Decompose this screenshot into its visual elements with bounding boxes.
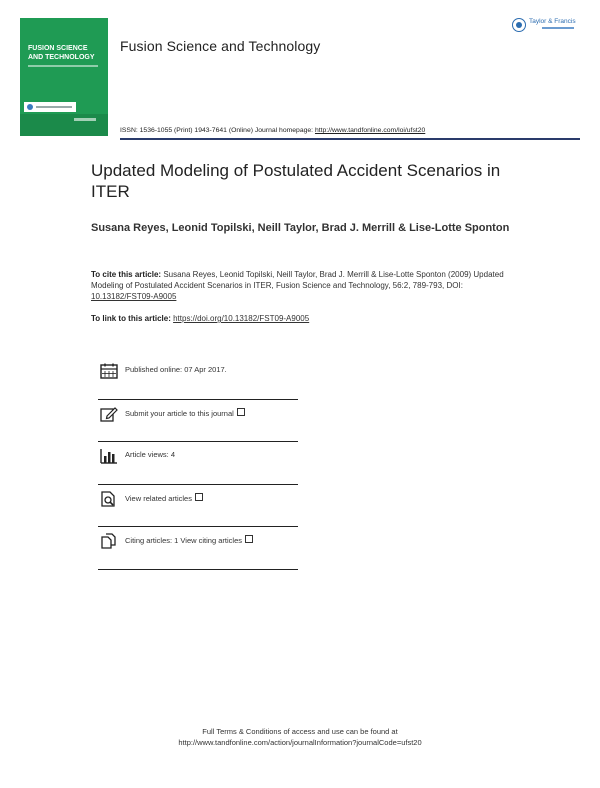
calendar-icon <box>100 363 118 379</box>
header-divider <box>120 138 580 140</box>
submit-article-link[interactable]: Submit your article to this journal <box>125 408 234 418</box>
citation-block: To cite this article: Susana Reyes, Leonid Topilski, Neill Taylor, Brad J. Merrill & Lise-Lotte Sponton (2009) Updated Modeling of Postulated Accident Scenarios in ITER, Fusion Science and Technology, 56:2, 789-793, DOI: 10.13182/FST09-A9005 <box>91 270 504 301</box>
publisher-logo-icon <box>512 18 526 32</box>
article-views-text: Article views: 4 <box>125 450 176 459</box>
journal-title: Fusion Science and Technology <box>120 38 321 54</box>
edit-icon <box>100 406 118 422</box>
external-link-icon <box>237 408 245 416</box>
publisher-logo[interactable] <box>512 16 584 36</box>
article-metadata-list <box>98 357 298 570</box>
copy-documents-icon <box>100 533 118 549</box>
terms-url[interactable]: http://www.tandfonline.com/action/journalInformation?journalCode=ufst20 <box>178 738 422 747</box>
article-link-line <box>91 313 309 324</box>
external-link-icon <box>245 535 253 543</box>
article-title: Updated Modeling of Postulated Accident Scenarios in ITER <box>91 161 501 201</box>
citing-articles-link[interactable]: Citing articles: 1 View citing articles <box>125 536 242 545</box>
terms-footer <box>0 726 600 748</box>
external-link-icon <box>195 493 203 501</box>
bar-chart-icon <box>100 448 118 464</box>
published-online-text: Published online: 07 Apr 2017. <box>125 365 227 374</box>
doi-link[interactable]: 10.13182/FST09-A9005 <box>91 292 177 301</box>
citing-articles-item[interactable] <box>98 527 298 570</box>
journal-cover-image <box>20 18 108 136</box>
published-online-item <box>98 357 298 400</box>
cover-publisher-logo <box>24 102 76 112</box>
publisher-logo-text: Taylor & Francis <box>529 18 576 25</box>
link-label: To link to this article: <box>91 314 174 323</box>
search-document-icon <box>100 491 118 507</box>
submit-article-item[interactable] <box>98 400 298 443</box>
article-doi-url[interactable]: https://doi.org/10.13182/FST09-A9005 <box>173 314 310 323</box>
article-views-item <box>98 442 298 485</box>
journal-homepage-link[interactable]: http://www.tandfonline.com/loi/ufst20 <box>314 127 426 134</box>
issn-line: ISSN: 1536-1055 (Print) 1943-7641 (Online) Journal homepage: http://www.tandfonline.com/loi/ufst20 <box>120 127 426 134</box>
article-authors: Susana Reyes, Leonid Topilski, Neill Taylor, Brad J. Merrill & Lise-Lotte Sponton <box>91 222 510 234</box>
terms-text: Full Terms & Conditions of access and use can be found at <box>202 727 398 736</box>
cover-title: FUSION SCIENCE AND TECHNOLOGY <box>28 45 95 61</box>
related-articles-link[interactable]: View related articles <box>125 493 192 503</box>
citation-label: To cite this article: <box>91 270 162 279</box>
related-articles-item[interactable] <box>98 485 298 528</box>
